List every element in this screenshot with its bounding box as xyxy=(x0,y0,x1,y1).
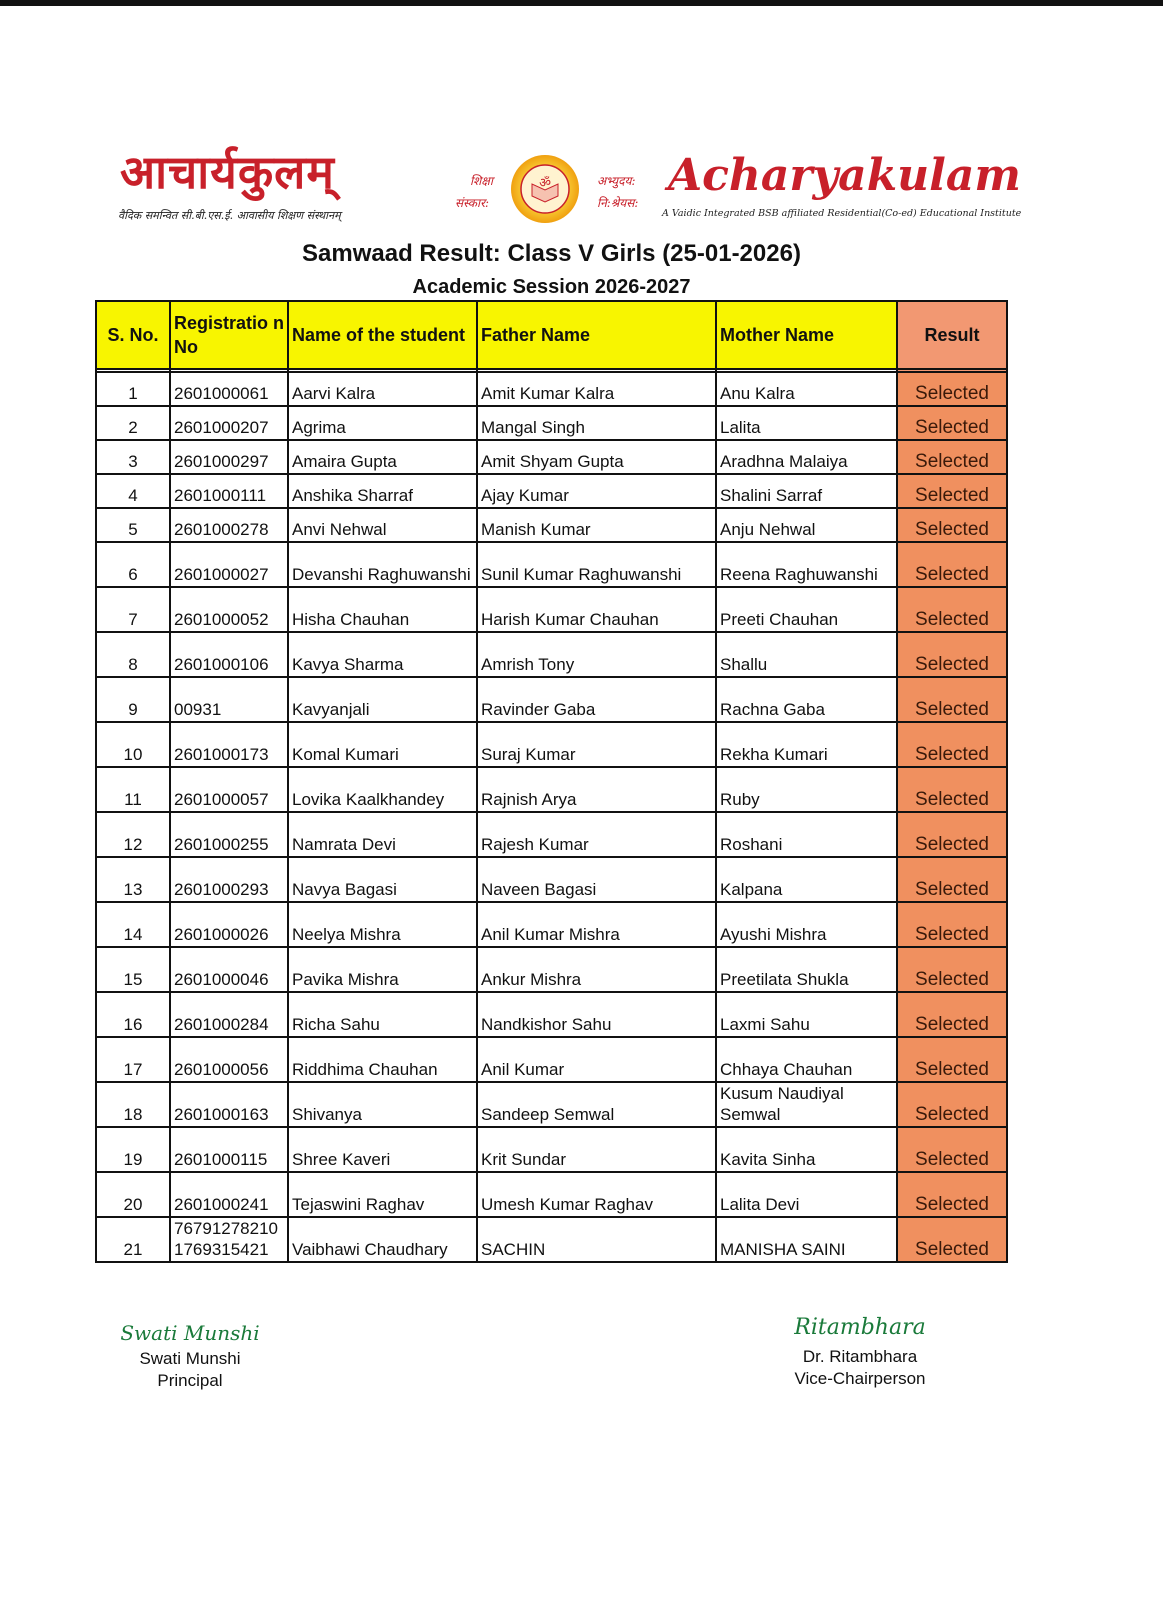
cell-father-name: Krit Sundar xyxy=(477,1127,716,1172)
principal-title: Principal xyxy=(157,1371,223,1390)
cell-result: Selected xyxy=(897,902,1007,947)
cell-result: Selected xyxy=(897,677,1007,722)
cell-father-name: Rajnish Arya xyxy=(477,767,716,812)
cell-registration: 2601000115 xyxy=(170,1127,288,1172)
table-header-row xyxy=(96,301,1007,369)
cell-mother-name: Preetilata Shukla xyxy=(716,947,897,992)
cell-result: Selected xyxy=(897,542,1007,587)
cell-result: Selected xyxy=(897,812,1007,857)
cell-mother-name: Chhaya Chauhan xyxy=(716,1037,897,1082)
motto-left-2: संस्कार: xyxy=(455,196,490,210)
vice-chairperson-title: Vice-Chairperson xyxy=(794,1369,926,1388)
english-institute-name: Acharyakulam xyxy=(668,150,1021,201)
cell-registration: 2601000241 xyxy=(170,1172,288,1217)
table-row xyxy=(96,812,1007,857)
cell-mother-name: MANISHA SAINI xyxy=(716,1217,897,1262)
vice-chairperson-signature-text: Ritambhara xyxy=(794,1315,926,1340)
cell-sno: 15 xyxy=(96,947,170,992)
table-row xyxy=(96,1127,1007,1172)
table-row xyxy=(96,1082,1007,1127)
cell-father-name: Ajay Kumar xyxy=(477,474,716,508)
cell-mother-name: Anu Kalra xyxy=(716,372,897,406)
cell-mother-name: Reena Raghuwanshi xyxy=(716,542,897,587)
cell-result: Selected xyxy=(897,767,1007,812)
vice-chairperson-signature xyxy=(790,1310,930,1346)
english-tagline: A Vaidic Integrated BSB affiliated Residential(Co-ed) Educational Institute xyxy=(662,208,1022,219)
table-row xyxy=(96,902,1007,947)
header-student-name: Name of the student xyxy=(288,301,477,369)
cell-result: Selected xyxy=(897,1127,1007,1172)
cell-registration: 2601000052 xyxy=(170,587,288,632)
cell-sno: 4 xyxy=(96,474,170,508)
cell-result: Selected xyxy=(897,722,1007,767)
cell-registration: 2601000026 xyxy=(170,902,288,947)
cell-result: Selected xyxy=(897,372,1007,406)
cell-student-name: Agrima xyxy=(288,406,477,440)
cell-registration: 2601000061 xyxy=(170,372,288,406)
results-table xyxy=(95,300,1008,1263)
cell-mother-name: Preeti Chauhan xyxy=(716,587,897,632)
table-row xyxy=(96,632,1007,677)
cell-result: Selected xyxy=(897,1082,1007,1127)
cell-father-name: Anil Kumar Mishra xyxy=(477,902,716,947)
cell-registration: 2601000056 xyxy=(170,1037,288,1082)
cell-mother-name: Ayushi Mishra xyxy=(716,902,897,947)
cell-sno: 20 xyxy=(96,1172,170,1217)
cell-sno: 19 xyxy=(96,1127,170,1172)
cell-student-name: Komal Kumari xyxy=(288,722,477,767)
motto-right-1: अभ्युदय: xyxy=(597,174,636,188)
cell-mother-name: Shallu xyxy=(716,632,897,677)
table-row xyxy=(96,372,1007,406)
cell-result: Selected xyxy=(897,474,1007,508)
cell-student-name: Vaibhawi Chaudhary xyxy=(288,1217,477,1262)
page-subtitle: Academic Session 2026-2027 xyxy=(412,276,691,298)
cell-sno: 13 xyxy=(96,857,170,902)
cell-result: Selected xyxy=(897,508,1007,542)
cell-student-name: Neelya Mishra xyxy=(288,902,477,947)
header-result: Result xyxy=(897,301,1007,369)
cell-registration: 2601000173 xyxy=(170,722,288,767)
cell-mother-name: Laxmi Sahu xyxy=(716,992,897,1037)
cell-result: Selected xyxy=(897,406,1007,440)
motto-right-2: नि:श्रेयस: xyxy=(597,196,639,210)
cell-father-name: Rajesh Kumar xyxy=(477,812,716,857)
cell-father-name: Amit Shyam Gupta xyxy=(477,440,716,474)
header-father-name: Father Name xyxy=(477,301,716,369)
page-title: Samwaad Result: Class V Girls (25-01-2026) xyxy=(302,240,801,267)
table-row xyxy=(96,767,1007,812)
cell-student-name: Hisha Chauhan xyxy=(288,587,477,632)
cell-registration: 2601000293 xyxy=(170,857,288,902)
cell-result: Selected xyxy=(897,1037,1007,1082)
table-row xyxy=(96,587,1007,632)
cell-registration: 2601000255 xyxy=(170,812,288,857)
table-row xyxy=(96,1037,1007,1082)
cell-sno: 12 xyxy=(96,812,170,857)
cell-sno: 18 xyxy=(96,1082,170,1127)
cell-registration: 2601000207 xyxy=(170,406,288,440)
principal-signature-text: Swati Munshi xyxy=(120,1321,260,1345)
cell-sno: 17 xyxy=(96,1037,170,1082)
table-row xyxy=(96,440,1007,474)
cell-sno: 16 xyxy=(96,992,170,1037)
cell-student-name: Lovika Kaalkhandey xyxy=(288,767,477,812)
table-row xyxy=(96,1217,1007,1262)
cell-mother-name: Shalini Sarraf xyxy=(716,474,897,508)
table-row xyxy=(96,406,1007,440)
cell-mother-name: Rekha Kumari xyxy=(716,722,897,767)
cell-student-name: Namrata Devi xyxy=(288,812,477,857)
cell-sno: 8 xyxy=(96,632,170,677)
cell-student-name: Richa Sahu xyxy=(288,992,477,1037)
cell-student-name: Navya Bagasi xyxy=(288,857,477,902)
cell-student-name: Shivanya xyxy=(288,1082,477,1127)
cell-student-name: Kavyanjali xyxy=(288,677,477,722)
cell-student-name: Aarvi Kalra xyxy=(288,372,477,406)
cell-father-name: Manish Kumar xyxy=(477,508,716,542)
principal-signature-block xyxy=(120,1318,260,1392)
cell-father-name: Anil Kumar xyxy=(477,1037,716,1082)
cell-registration: 2601000297 xyxy=(170,440,288,474)
cell-student-name: Amaira Gupta xyxy=(288,440,477,474)
cell-sno: 6 xyxy=(96,542,170,587)
table-row xyxy=(96,992,1007,1037)
cell-father-name: Ravinder Gaba xyxy=(477,677,716,722)
principal-name: Swati Munshi xyxy=(139,1349,241,1368)
cell-registration: 2601000284 xyxy=(170,992,288,1037)
table-row xyxy=(96,947,1007,992)
cell-sno: 9 xyxy=(96,677,170,722)
cell-father-name: Nandkishor Sahu xyxy=(477,992,716,1037)
om-emblem-icon xyxy=(510,154,580,224)
header-registration: Registratio n No xyxy=(170,301,288,369)
cell-result: Selected xyxy=(897,632,1007,677)
cell-sno: 1 xyxy=(96,372,170,406)
table-row xyxy=(96,1172,1007,1217)
cell-mother-name: Ruby xyxy=(716,767,897,812)
cell-registration: 2601000111 xyxy=(170,474,288,508)
cell-sno: 5 xyxy=(96,508,170,542)
cell-sno: 21 xyxy=(96,1217,170,1262)
cell-result: Selected xyxy=(897,1172,1007,1217)
cell-mother-name: Rachna Gaba xyxy=(716,677,897,722)
hindi-institute-name: आचार्यकुलम् xyxy=(120,145,335,199)
cell-registration: 2601000163 xyxy=(170,1082,288,1127)
top-border-line xyxy=(0,0,1163,6)
table-row xyxy=(96,677,1007,722)
cell-student-name: Pavika Mishra xyxy=(288,947,477,992)
table-row xyxy=(96,474,1007,508)
cell-father-name: Harish Kumar Chauhan xyxy=(477,587,716,632)
cell-mother-name: Lalita Devi xyxy=(716,1172,897,1217)
cell-father-name: Amrish Tony xyxy=(477,632,716,677)
cell-sno: 7 xyxy=(96,587,170,632)
cell-sno: 11 xyxy=(96,767,170,812)
cell-registration: 76791278210 1769315421 xyxy=(170,1217,288,1262)
cell-result: Selected xyxy=(897,587,1007,632)
cell-sno: 3 xyxy=(96,440,170,474)
cell-mother-name: Kusum Naudiyal Semwal xyxy=(716,1082,897,1127)
cell-father-name: Suraj Kumar xyxy=(477,722,716,767)
table-row xyxy=(96,542,1007,587)
cell-student-name: Anshika Sharraf xyxy=(288,474,477,508)
table-row xyxy=(96,857,1007,902)
cell-result: Selected xyxy=(897,992,1007,1037)
cell-mother-name: Anju Nehwal xyxy=(716,508,897,542)
header-mother-name: Mother Name xyxy=(716,301,897,369)
cell-result: Selected xyxy=(897,1217,1007,1262)
cell-sno: 2 xyxy=(96,406,170,440)
table-row xyxy=(96,508,1007,542)
header-sno: S. No. xyxy=(96,301,170,369)
cell-mother-name: Kalpana xyxy=(716,857,897,902)
cell-student-name: Shree Kaveri xyxy=(288,1127,477,1172)
cell-mother-name: Kavita Sinha xyxy=(716,1127,897,1172)
cell-father-name: Mangal Singh xyxy=(477,406,716,440)
cell-father-name: Amit Kumar Kalra xyxy=(477,372,716,406)
cell-student-name: Devanshi Raghuwanshi xyxy=(288,542,477,587)
cell-result: Selected xyxy=(897,857,1007,902)
cell-mother-name: Lalita xyxy=(716,406,897,440)
cell-mother-name: Aradhna Malaiya xyxy=(716,440,897,474)
cell-student-name: Riddhima Chauhan xyxy=(288,1037,477,1082)
cell-registration: 2601000106 xyxy=(170,632,288,677)
cell-father-name: Naveen Bagasi xyxy=(477,857,716,902)
principal-signature xyxy=(120,1318,260,1348)
cell-result: Selected xyxy=(897,947,1007,992)
cell-registration: 2601000278 xyxy=(170,508,288,542)
cell-father-name: SACHIN xyxy=(477,1217,716,1262)
cell-mother-name: Roshani xyxy=(716,812,897,857)
cell-father-name: Sandeep Semwal xyxy=(477,1082,716,1127)
table-row xyxy=(96,722,1007,767)
vice-chairperson-name: Dr. Ritambhara xyxy=(802,1347,918,1366)
cell-registration: 2601000046 xyxy=(170,947,288,992)
cell-student-name: Tejaswini Raghav xyxy=(288,1172,477,1217)
cell-student-name: Anvi Nehwal xyxy=(288,508,477,542)
cell-father-name: Ankur Mishra xyxy=(477,947,716,992)
cell-sno: 14 xyxy=(96,902,170,947)
cell-sno: 10 xyxy=(96,722,170,767)
cell-registration: 2601000057 xyxy=(170,767,288,812)
cell-registration: 2601000027 xyxy=(170,542,288,587)
hindi-tagline: वैदिक समन्वित सी.बी.एस.ई. आवासीय शिक्षण संस्थानम् xyxy=(118,209,341,222)
svg-text:ॐ: ॐ xyxy=(539,176,551,191)
cell-student-name: Kavya Sharma xyxy=(288,632,477,677)
cell-result: Selected xyxy=(897,440,1007,474)
cell-registration: 00931 xyxy=(170,677,288,722)
cell-father-name: Sunil Kumar Raghuwanshi xyxy=(477,542,716,587)
cell-father-name: Umesh Kumar Raghav xyxy=(477,1172,716,1217)
vice-chairperson-signature-block xyxy=(760,1310,960,1390)
motto-left-1: शिक्षा xyxy=(470,174,493,188)
